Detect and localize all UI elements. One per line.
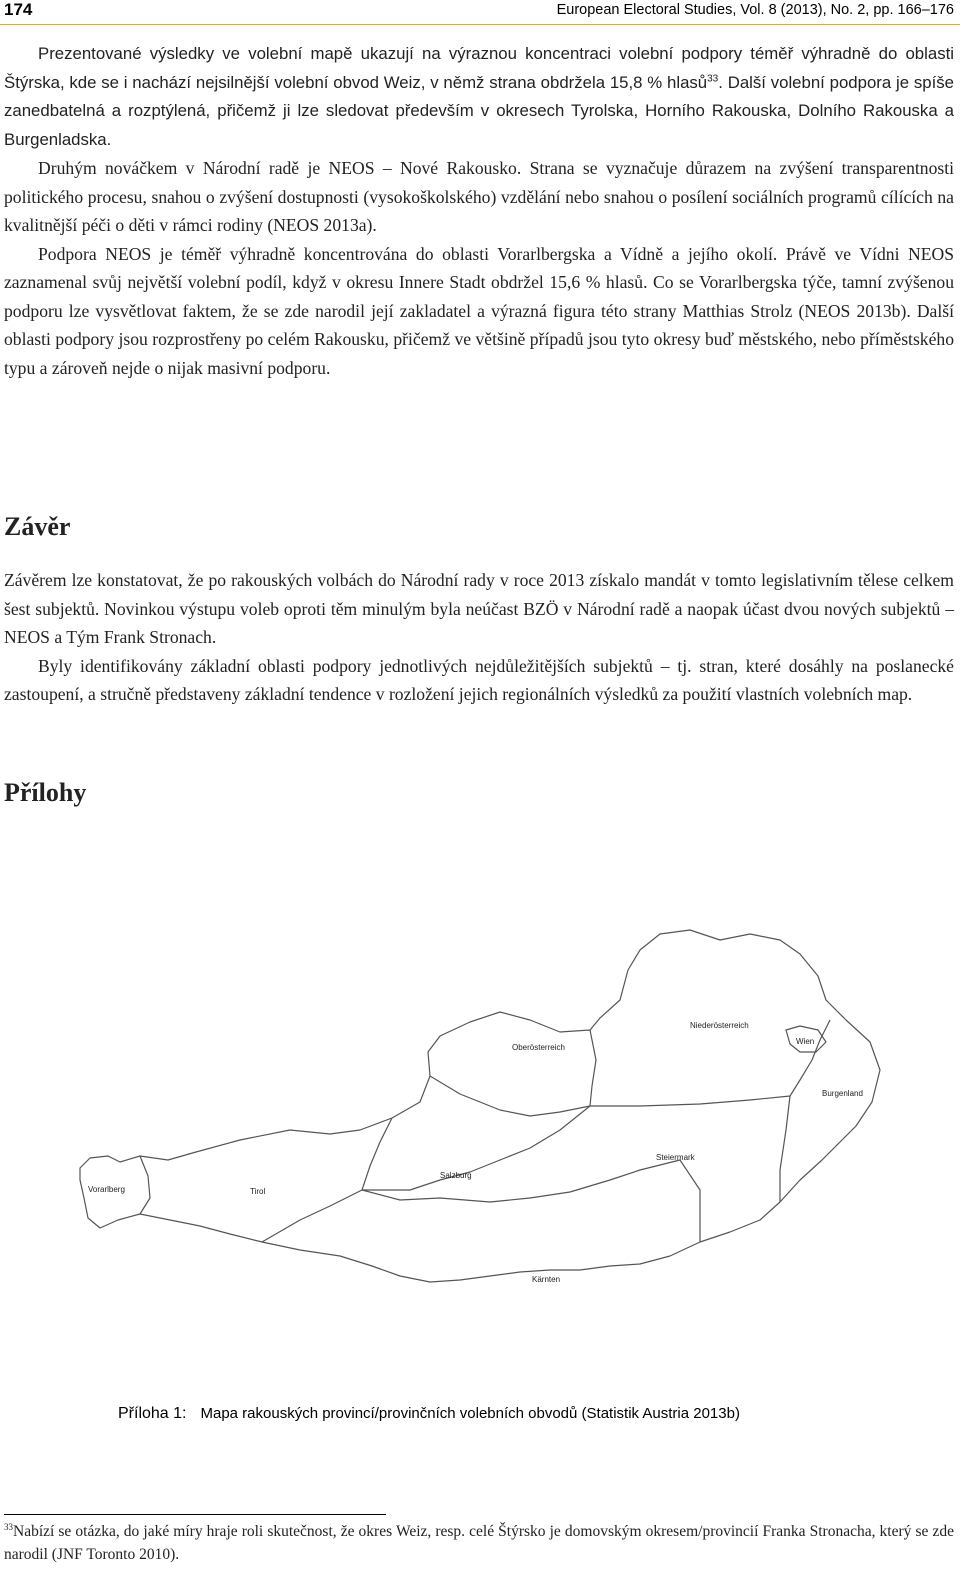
footnote-ref[interactable]: 33 [707,72,719,84]
map-label-salzburg: Salzburg [440,1171,472,1180]
map-label-steiermark: Steiermark [656,1153,695,1162]
paragraph-zaver-1: Závěrem lze konstatovat, že po rakouských volbách do Národní rady v roce 2013 získalo mandát v tomto legislativním tělese celkem šest subjektů. Novinkou výstupu voleb oproti těm minulým byla neúčast BZÖ v Národní radě a naopak účast dvou nových subjektů – NEOS a Tým Frank Stronach. [4,570,954,647]
paragraph-neos-intro: Druhým nováčkem v Národní radě je NEOS – Nové Rakousko. Strana se vyznačuje důrazem na zvýšení transparentnosti politického procesu, snahou o zvýšení dostupnosti (vysokoškolského) vzdělání nebo snahou o posílení sociálních programů cílících na kvalitnější péči o děti v rámci rodiny (NEOS 2013a). [4,158,954,235]
footnote [4,1520,954,1566]
figure-label: Příloha 1: [118,1405,187,1422]
map-label-niederoesterreich: Niederösterreich [690,1021,749,1030]
page-number: 174 [4,0,33,19]
map-label-vorarlberg: Vorarlberg [88,1185,125,1194]
paragraph-steiermark-support: Prezentované výsledky ve volební mapě ukazují na výraznou koncentraci volební podpory téměř výhradně do oblasti Štýrska, kde se i nachází nejsilnější volební obvod Weiz, v němž strana obdržela 15,8 % hlasů$^{33}$. Další volební podpora je spíše zanedbatelná a rozptýlená, přičemž ji lze sledovat především v okresech Tyrolska, Horního Rakouska, Dolního Rakouska a Burgenladska. [4,44,954,149]
border-vorarlberg-tirol [140,1156,150,1214]
map-label-wien: Wien [796,1037,815,1046]
border-salzburg-oberoesterreich [430,1076,590,1116]
footnote-number: 33 [4,1521,13,1532]
footnote-separator [4,1514,386,1515]
body-text-intro [4,40,954,382]
map-label-oberoesterreich: Oberösterreich [512,1043,565,1052]
border-tirol-salzburg [262,1118,392,1242]
paragraph-neos-support: Podpora NEOS je téměř výhradně koncentrována do oblasti Vorarlbergska a Vídně a jejího okolí. Právě ve Vídni NEOS zaznamenal svůj největší volební podíl, když v okresu Innere Stadt obdržel 15,6 % hlasů. Co se Vorarlbergska týče, tamní zvýšenou podporu lze vysvětlovat faktem, že se zde narodil její zakladatel a výrazná figura této strany Matthias Strolz (NEOS 2013b). Další oblasti podpory jsou rozprostřeny po celém Rakousku, přičemž ve většině případů jsou tyto okresy buď městského, nebo příměstského typu a zároveň nejde o nijak masivní podporu. [4,243,954,378]
border-burgenland-west [790,1020,830,1096]
section-title-prilohy: Přílohy [4,778,87,807]
border-steiermark-kaernten-east [680,1160,700,1242]
paragraph-zaver-2: Byly identifikovány základní oblasti podpory jednotlivých nejdůležitějších subjektů – tj. stran, které dosáhly na poslanecké zastoupení, a stručně představeny základní tendence v rozložení jejich regionálních výsledků za použití vlastních volebních map. [4,655,954,704]
figure-caption [118,1405,740,1423]
border-salzburg-steiermark [362,1106,590,1190]
austria-province-map [0,880,960,1340]
map-label-kaernten: Kärnten [532,1275,561,1284]
border-niederoesterreich-steiermark [590,1096,790,1106]
border-oberoesterreich-niederoesterreich [590,1030,596,1106]
border-kaernten-north [362,1160,680,1202]
body-text-zaver [4,566,954,709]
section-title-zaver: Závěr [4,512,71,541]
figure-caption-text: Mapa rakouských provincí/provinčních volebních obvodů (Statistik Austria 2013b) [200,1405,740,1422]
map-label-burgenland: Burgenland [822,1089,863,1098]
page-header [0,0,960,25]
map-label-tirol: Tirol [250,1187,266,1196]
footnote-text: Nabízí se otázka, do jaké míry hraje roli skutečnost, že okres Weiz, resp. celé Štýrsko je domovským okresem/provincií Franka Stronacha, který se zde narodil (JNF Toronto 2010). [4,1523,954,1563]
austria-outline [80,930,880,1282]
journal-citation: European Electoral Studies, Vol. 8 (2013), No. 2, pp. 166–176 [556,2,954,18]
border-burgenland-south [780,1096,790,1202]
